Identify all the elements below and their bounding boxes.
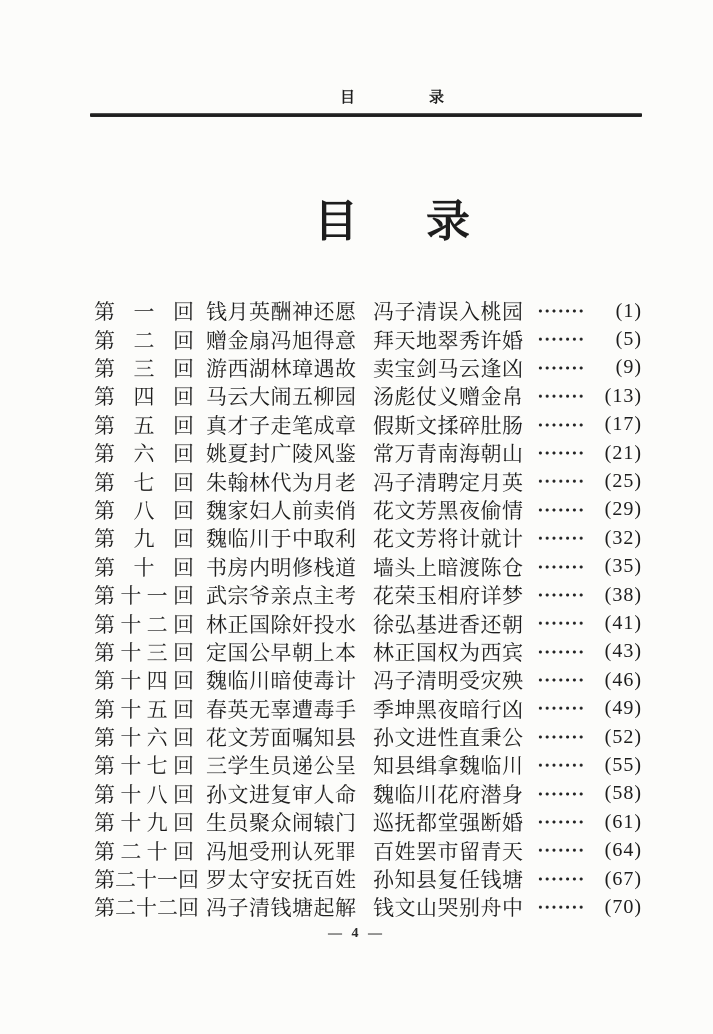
dot-leader bbox=[537, 694, 586, 722]
dot-leader bbox=[537, 354, 586, 382]
chapter-title-first: 冯旭受刑认死罪 bbox=[206, 839, 357, 864]
chapter-title-first: 真才子走笔成章 bbox=[206, 413, 357, 438]
toc-entry bbox=[94, 723, 642, 751]
chapter-title-second: 钱文山哭别舟中 bbox=[373, 896, 524, 921]
toc-entry bbox=[94, 780, 642, 808]
toc-entry bbox=[94, 694, 642, 722]
header-rule bbox=[90, 113, 642, 117]
toc-entry bbox=[94, 666, 642, 694]
page-number: (32) bbox=[604, 526, 642, 549]
chapter-title-second: 孙文进性直秉公 bbox=[373, 726, 524, 751]
page-title bbox=[116, 197, 668, 246]
dot-leader bbox=[537, 439, 586, 467]
chapter-title-first: 三学生员递公呈 bbox=[206, 754, 357, 779]
toc-entry bbox=[94, 496, 642, 524]
page-number: (43) bbox=[604, 640, 642, 663]
chapter-title-first: 定国公早朝上本 bbox=[206, 640, 357, 665]
dot-leader bbox=[537, 524, 586, 552]
toc-entry bbox=[94, 865, 642, 893]
chapter-number: 第十四回 bbox=[94, 669, 194, 694]
chapter-number: 第二十回 bbox=[94, 839, 194, 864]
toc-entry bbox=[94, 467, 642, 495]
chapter-title-first: 花文芳面嘱知县 bbox=[206, 726, 357, 751]
chapter-title-second: 林正国权为西宾 bbox=[373, 640, 524, 665]
toc-entry bbox=[94, 751, 642, 779]
toc-entry bbox=[94, 297, 642, 325]
page-footer bbox=[0, 926, 713, 942]
running-header-char-lu: 录 bbox=[429, 90, 445, 106]
chapter-title-second: 冯子清明受灾殃 bbox=[373, 669, 524, 694]
chapter-title-first: 冯子清钱塘起解 bbox=[206, 896, 357, 921]
dot-leader bbox=[537, 609, 586, 637]
toc-entry bbox=[94, 524, 642, 552]
chapter-number: 第十五回 bbox=[94, 697, 194, 722]
toc-entry bbox=[94, 638, 642, 666]
toc-entry bbox=[94, 581, 642, 609]
dot-leader bbox=[537, 382, 586, 410]
chapter-title-first: 游西湖林璋遇故 bbox=[206, 356, 357, 381]
chapter-title-first: 林正国除奸投水 bbox=[206, 612, 357, 637]
chapter-title-first: 魏临川暗使毒计 bbox=[206, 669, 357, 694]
chapter-number: 第十二回 bbox=[94, 612, 194, 637]
page-number: (55) bbox=[604, 753, 642, 776]
chapter-title-first: 武宗爷亲点主考 bbox=[206, 584, 357, 609]
running-header-char-mu: 目 bbox=[339, 90, 355, 106]
page-number: (5) bbox=[615, 328, 642, 351]
dot-leader bbox=[537, 780, 586, 808]
dot-leader bbox=[537, 836, 586, 864]
title-char-lu: 录 bbox=[426, 197, 470, 246]
chapter-title-first: 姚夏封广陵风鉴 bbox=[206, 442, 357, 467]
running-header bbox=[116, 86, 668, 107]
chapter-number: 第十八回 bbox=[94, 782, 194, 807]
page-number: (29) bbox=[604, 498, 642, 521]
chapter-number: 第十九回 bbox=[94, 811, 194, 836]
dot-leader bbox=[537, 893, 586, 921]
chapter-number: 第六回 bbox=[94, 442, 194, 467]
toc-entry bbox=[94, 439, 642, 467]
page-number: (46) bbox=[604, 668, 642, 691]
chapter-title-first: 赠金扇冯旭得意 bbox=[206, 328, 357, 353]
toc-entry bbox=[94, 553, 642, 581]
chapter-title-first: 钱月英酬神还愿 bbox=[206, 300, 357, 325]
dot-leader bbox=[537, 411, 586, 439]
chapter-number: 第十六回 bbox=[94, 726, 194, 751]
chapter-title-second: 花荣玉相府详梦 bbox=[373, 584, 524, 609]
chapter-title-second: 季坤黑夜暗行凶 bbox=[373, 697, 524, 722]
toc-entry bbox=[94, 411, 642, 439]
dot-leader bbox=[537, 467, 586, 495]
page-number: (61) bbox=[604, 810, 642, 833]
page-number: (64) bbox=[604, 839, 642, 862]
dot-leader bbox=[537, 496, 586, 524]
chapter-number: 第五回 bbox=[94, 413, 194, 438]
chapter-number: 第三回 bbox=[94, 356, 194, 381]
toc-entry bbox=[94, 808, 642, 836]
dot-leader bbox=[537, 808, 586, 836]
page-number: (49) bbox=[604, 697, 642, 720]
dot-leader bbox=[537, 581, 586, 609]
chapter-title-second: 巡抚都堂强断婚 bbox=[373, 811, 524, 836]
chapter-number: 第十回 bbox=[94, 555, 194, 580]
chapter-title-second: 墙头上暗渡陈仓 bbox=[373, 555, 524, 580]
toc-entry bbox=[94, 382, 642, 410]
chapter-title-second: 冯子清误入桃园 bbox=[373, 300, 524, 325]
title-char-mu: 目 bbox=[314, 197, 358, 246]
chapter-title-first: 罗太守安抚百姓 bbox=[206, 868, 357, 893]
chapter-title-first: 生员聚众闹辕门 bbox=[206, 811, 357, 836]
dot-leader bbox=[537, 751, 586, 779]
dot-leader bbox=[537, 666, 586, 694]
dot-leader bbox=[537, 865, 586, 893]
toc-entry bbox=[94, 354, 642, 382]
chapter-title-second: 花文芳黑夜偷情 bbox=[373, 498, 524, 523]
chapter-number: 第八回 bbox=[94, 498, 194, 523]
chapter-title-second: 徐弘基进香还朝 bbox=[373, 612, 524, 637]
chapter-title-second: 汤彪仗义赠金帛 bbox=[373, 385, 524, 410]
chapter-title-first: 朱翰林代为月老 bbox=[206, 470, 357, 495]
chapter-number: 第二十二回 bbox=[94, 896, 199, 921]
chapter-number: 第七回 bbox=[94, 470, 194, 495]
chapter-title-second: 卖宝剑马云逢凶 bbox=[373, 356, 524, 381]
chapter-number: 第九回 bbox=[94, 527, 194, 552]
page-number: (58) bbox=[604, 782, 642, 805]
chapter-title-second: 魏临川花府潜身 bbox=[373, 782, 524, 807]
chapter-title-first: 马云大闹五柳园 bbox=[206, 385, 357, 410]
chapter-number: 第十三回 bbox=[94, 640, 194, 665]
page-number: (1) bbox=[615, 299, 642, 322]
dot-leader bbox=[537, 638, 586, 666]
page-number: (35) bbox=[604, 555, 642, 578]
chapter-number: 第一回 bbox=[94, 300, 194, 325]
footer-page-number: — 4 — bbox=[328, 926, 385, 941]
chapter-number: 第十一回 bbox=[94, 584, 194, 609]
toc-entry bbox=[94, 836, 642, 864]
chapter-title-second: 孙知县复任钱塘 bbox=[373, 868, 524, 893]
page-number: (41) bbox=[604, 611, 642, 634]
chapter-title-first: 春英无辜遭毒手 bbox=[206, 697, 357, 722]
chapter-title-first: 书房内明修栈道 bbox=[206, 555, 357, 580]
page-number: (67) bbox=[604, 867, 642, 890]
page-number: (21) bbox=[604, 441, 642, 464]
chapter-title-first: 魏临川于中取利 bbox=[206, 527, 357, 552]
toc-entry bbox=[94, 609, 642, 637]
page-number: (9) bbox=[615, 356, 642, 379]
chapter-title-second: 拜天地翠秀许婚 bbox=[373, 328, 524, 353]
page-number: (38) bbox=[604, 583, 642, 606]
chapter-title-second: 花文芳将计就计 bbox=[373, 527, 524, 552]
toc-entry bbox=[94, 893, 642, 921]
page-number: (25) bbox=[604, 470, 642, 493]
toc-entry bbox=[94, 325, 642, 353]
page-number: (13) bbox=[604, 384, 642, 407]
dot-leader bbox=[537, 553, 586, 581]
page-number: (52) bbox=[604, 725, 642, 748]
page-number: (17) bbox=[604, 413, 642, 436]
chapter-number: 第十七回 bbox=[94, 754, 194, 779]
chapter-number: 第二十一回 bbox=[94, 868, 199, 893]
chapter-title-second: 知县缉拿魏临川 bbox=[373, 754, 524, 779]
chapter-title-first: 魏家妇人前卖俏 bbox=[206, 498, 357, 523]
chapter-number: 第二回 bbox=[94, 328, 194, 353]
chapter-title-first: 孙文进复审人命 bbox=[206, 782, 357, 807]
page-number: (70) bbox=[604, 895, 642, 918]
chapter-title-second: 冯子清聘定月英 bbox=[373, 470, 524, 495]
chapter-title-second: 常万青南海朝山 bbox=[373, 442, 524, 467]
chapter-title-second: 假斯文揉碎肚肠 bbox=[373, 413, 524, 438]
chapter-number: 第四回 bbox=[94, 385, 194, 410]
dot-leader bbox=[537, 325, 586, 353]
dot-leader bbox=[537, 723, 586, 751]
dot-leader bbox=[537, 297, 586, 325]
chapter-title-second: 百姓罢市留青天 bbox=[373, 839, 524, 864]
toc-list bbox=[94, 297, 642, 922]
